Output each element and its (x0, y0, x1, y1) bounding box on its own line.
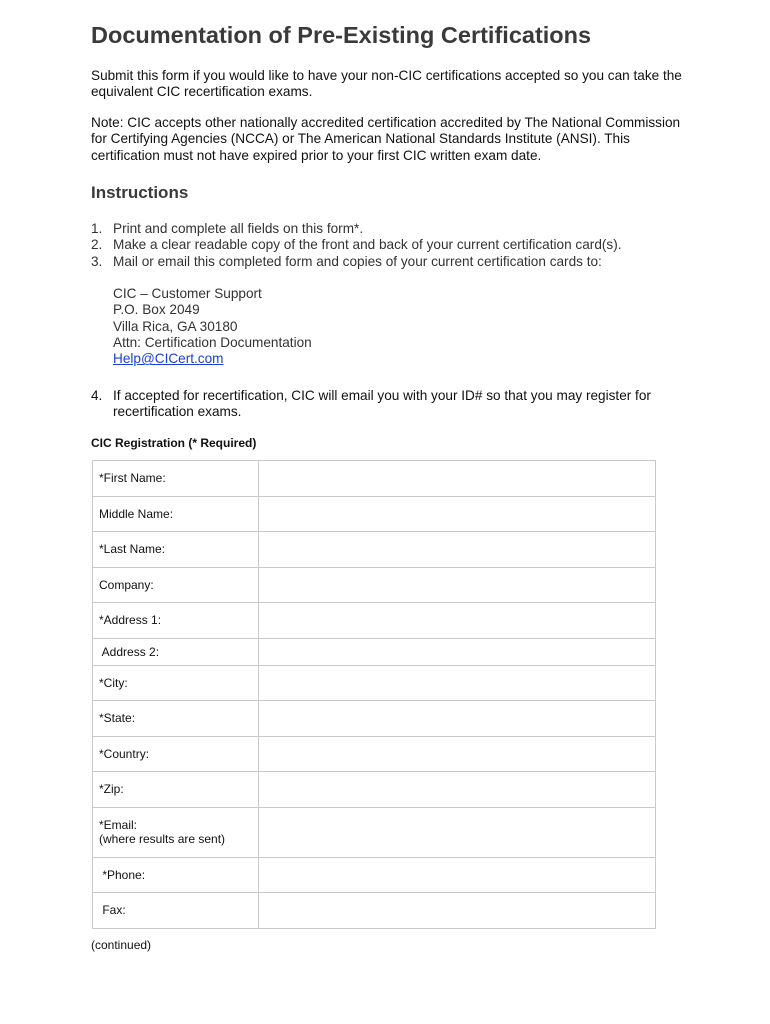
table-row (93, 701, 656, 737)
email-label: *Email: (99, 818, 138, 832)
field-label-email (93, 807, 259, 857)
field-label-state: *State: (93, 701, 259, 737)
field-label-phone: *Phone: (93, 857, 259, 893)
state-field[interactable] (258, 701, 655, 737)
step-number: 1. (91, 221, 103, 236)
note-paragraph: Note: CIC accepts other nationally accredited certification accredited by The National Commission for Certifying Agencies (NCCA) or The American National Standards Institute (ANSI). This certification must not have expired prior to your first CIC written exam date. (91, 115, 681, 163)
field-label-first-name: *First Name: (93, 461, 259, 497)
field-label-zip: *Zip: (93, 772, 259, 808)
field-label-city: *City: (93, 665, 259, 701)
step-text: If accepted for recertification, CIC will email you with your ID# so that you may register for recertification exams. (113, 388, 651, 420)
address-line-2: P.O. Box 2049 (113, 302, 200, 318)
field-label-fax: Fax: (93, 893, 259, 929)
table-row (93, 603, 656, 639)
table-row (93, 665, 656, 701)
company-field[interactable] (258, 567, 655, 603)
email-sublabel: (where results are sent) (99, 832, 226, 846)
middle-name-field[interactable] (258, 496, 655, 532)
field-label-middle-name: Middle Name: (93, 496, 259, 532)
mailing-address (113, 286, 312, 367)
registration-table (92, 460, 656, 929)
address-line-4: Attn: Certification Documentation (113, 334, 312, 350)
page-title: Documentation of Pre-Existing Certifications (91, 22, 592, 48)
address-1-field[interactable] (258, 603, 655, 639)
field-label-company: Company: (93, 567, 259, 603)
table-row (93, 567, 656, 603)
table-row (93, 496, 656, 532)
field-label-country: *Country: (93, 736, 259, 772)
step-number: 2. (91, 237, 103, 252)
field-label-last-name: *Last Name: (93, 532, 259, 568)
step-number: 4. (91, 388, 103, 403)
last-name-field[interactable] (258, 532, 655, 568)
registration-title: CIC Registration (* Required) (91, 436, 257, 450)
table-row (93, 893, 656, 929)
support-email-link[interactable]: Help@CICert.com (113, 351, 224, 367)
email-field[interactable] (258, 807, 655, 857)
step-text: Print and complete all fields on this form*. (113, 221, 364, 236)
table-row (93, 461, 656, 497)
table-row (93, 736, 656, 772)
address-2-field[interactable] (258, 638, 655, 665)
step-text: Mail or email this completed form and copies of your current certification cards to: (113, 254, 602, 269)
table-row (93, 638, 656, 665)
address-line-3: Villa Rica, GA 30180 (113, 318, 238, 334)
city-field[interactable] (258, 665, 655, 701)
step-number: 3. (91, 254, 103, 269)
table-row (93, 807, 656, 857)
instructions-heading: Instructions (91, 183, 189, 202)
address-line-1: CIC – Customer Support (113, 286, 262, 301)
country-field[interactable] (258, 736, 655, 772)
table-row (93, 772, 656, 808)
zip-field[interactable] (258, 772, 655, 808)
step-text: Make a clear readable copy of the front and back of your current certification card(s). (113, 237, 622, 252)
intro-paragraph: Submit this form if you would like to have your non-CIC certifications accepted so you can take the equivalent CIC recertification exams. (91, 68, 682, 100)
table-row (93, 532, 656, 568)
field-label-address-2: Address 2: (93, 638, 259, 665)
first-name-field[interactable] (258, 461, 655, 497)
fax-field[interactable] (258, 893, 655, 929)
continued-note: (continued) (91, 938, 152, 952)
field-label-address-1: *Address 1: (93, 603, 259, 639)
phone-field[interactable] (258, 857, 655, 893)
table-row (93, 857, 656, 893)
